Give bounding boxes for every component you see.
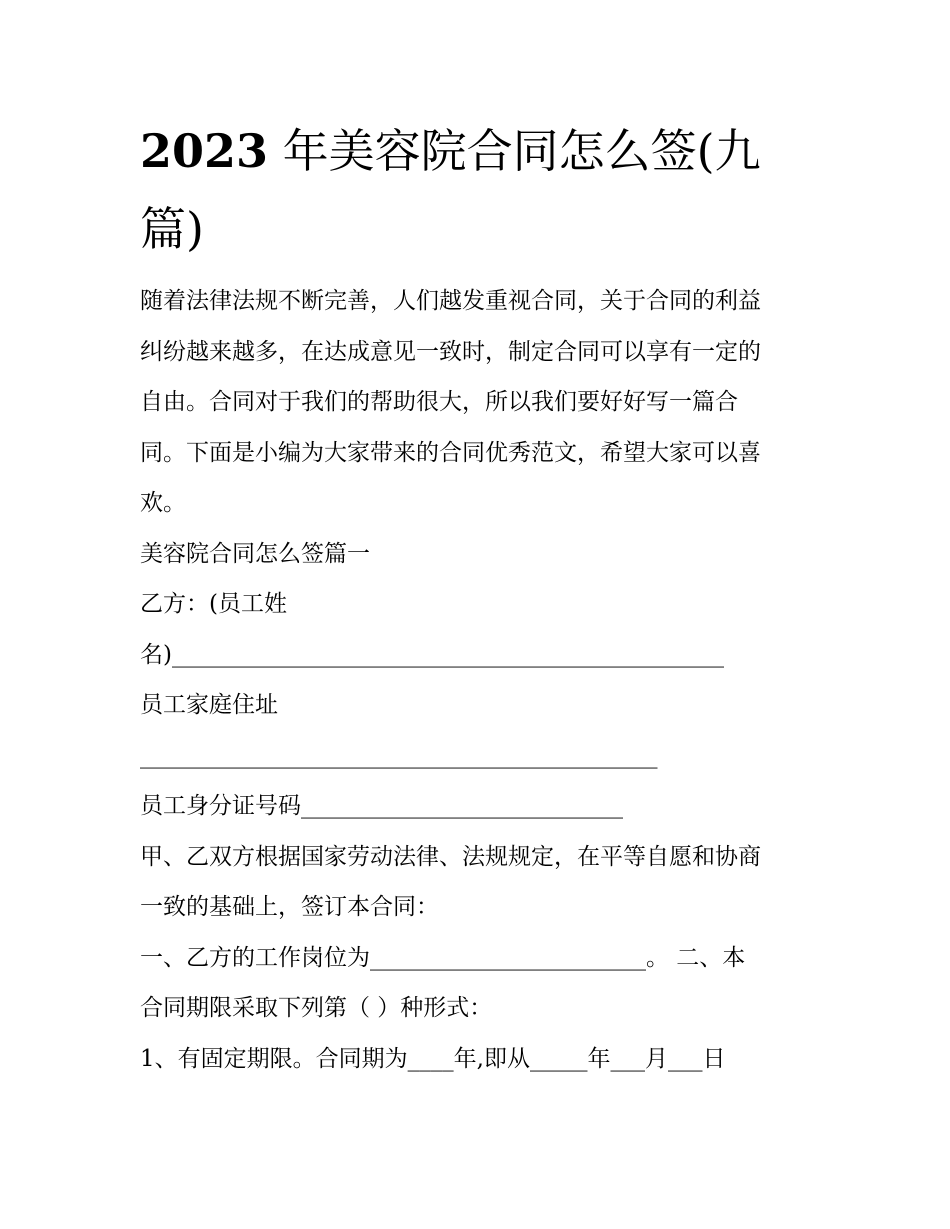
- body-line: 合同期限采取下列第（ ）种形式：: [140, 995, 493, 1021]
- title-year: 2023: [140, 124, 269, 178]
- title-text-line2: 篇): [140, 202, 204, 256]
- home-address-field: _____________________________________________: [140, 742, 658, 769]
- body-line: 自由。合同对于我们的帮助很大，所以我们要好好写一篇合: [140, 389, 738, 415]
- home-address-label: 员工家庭住址: [140, 692, 278, 718]
- body-line: 同。下面是小编为大家带来的合同优秀范文，希望大家可以喜: [140, 439, 761, 466]
- fixed-term-line: 1、有固定期限。合同期为____年,即从_____年___月___日: [140, 1045, 726, 1072]
- id-number-field: 员工身分证号码____________________________: [140, 793, 623, 819]
- employee-name-field: 名)________________________________________________: [140, 641, 724, 668]
- title-text-line1: 年美容院合同怎么签(九: [268, 124, 761, 178]
- body-line: 随着法律法规不断完善，人们越发重视合同，关于合同的利益: [140, 288, 761, 314]
- body-line: 一致的基础上，签订本合同：: [140, 894, 439, 920]
- body-line: 欢。: [140, 490, 186, 516]
- party-b-label: 乙方：(员工姓: [140, 591, 287, 617]
- body-line: 纠纷越来越多，在达成意见一致时，制定合同可以享有一定的: [140, 338, 761, 365]
- document-title: [140, 112, 820, 268]
- document-body: [140, 276, 812, 1084]
- clause-one-line: 一、乙方的工作岗位为________________________。 二、本: [140, 944, 746, 971]
- section-heading: 美容院合同怎么签篇一: [140, 540, 370, 567]
- body-line: 甲、乙双方根据国家劳动法律、法规规定，在平等自愿和协商: [140, 843, 761, 870]
